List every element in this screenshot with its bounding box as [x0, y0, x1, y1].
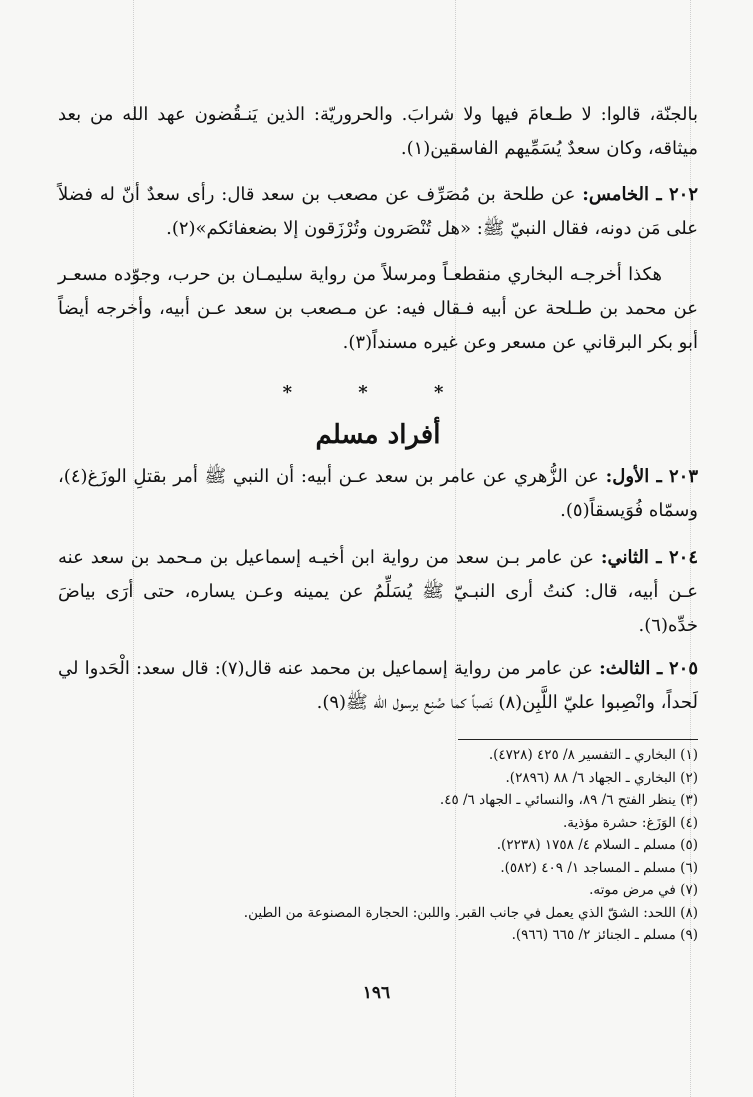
footnote: (١) البخاري ـ التفسير ٨/ ٤٢٥ (٤٧٢٨).	[488, 747, 698, 763]
hadith-text: عن طلحة بن مُصَرِّف عن مصعب بن سعد قال: رأى سعدٌ أنّ له فضلاً على مَن دونه، فقال النبيّ ﷺ: «هل تُنْصَرون وتُرْزَقون إلا بضعفائكم»(٢).	[58, 184, 698, 239]
hadith-202	[58, 178, 698, 246]
footnote: (٨) اللحد: الشقّ الذي يعمل في جانب القبر. واللبن: الحجارة المصنوعة من الطين.	[243, 904, 698, 921]
section-separator: * * *	[282, 382, 474, 403]
footnote: (٤) الوَزَغ: حشرة مؤذية.	[562, 814, 698, 831]
hadith-number: ٢٠٣ ـ الأول:	[605, 466, 698, 487]
footnote: (٧) في مرض موته.	[589, 882, 698, 898]
footnote: (٩) مسلم ـ الجنائز ٢/ ٦٦٥ (٩٦٦).	[511, 927, 698, 943]
hadith-number: ٢٠٢ ـ الخامس:	[582, 184, 698, 205]
commentary-paragraph	[58, 258, 698, 360]
footnote: (٢) البخاري ـ الجهاد ٦/ ٨٨ (٢٨٩٦).	[505, 769, 698, 786]
footnote-divider	[458, 739, 698, 740]
hadith-203	[58, 460, 698, 528]
hadith-text: عن الزُّهري عن عامر بن سعد عـن أبيه: أن النبي ﷺ أمر بقتلِ الوزَغ(٤)، وسمّاه فُوَيسقاً(٥).	[58, 466, 698, 521]
hadith-text: عن عامر من رواية إسماعيل بن محمد عنه قال(٧): قال سعد: الْحَدوا لي لَحداً، وانْصِبوا عليّ اللَّبِن(٨) نَصباً كما صُنِع برسول الله ﷺ(٩).	[58, 658, 698, 713]
hadith-204	[58, 541, 698, 643]
paragraph-text: بالجنّة، قالوا: لا طـعامَ فيها ولا شرابَ. والحروريّة: الذين يَنـقُضون عهد الله من بعد ميثاقه، وكان سعدٌ يُسَمِّيهم الفاسقين(١).	[58, 104, 698, 159]
footnote: (٥) مسلم ـ السلام ٤/ ١٧٥٨ (٢٢٣٨).	[496, 837, 698, 853]
hadith-number: ٢٠٤ ـ الثاني:	[600, 547, 698, 568]
page-number: ١٩٦	[362, 983, 391, 1003]
section-title: أفراد مسلم	[315, 420, 441, 450]
paragraph-text: هكذا أخرجـه البخاري منقطعـاً ومرسلاً من رواية سليمـان بن حرب، وجوّده مسعـر عن محمد بن طـلحة عن أبيه فـقال فيه: عن مـصعب بن سعد عـن أبيه، وأخرجه أيضاً أبو بكر البرقاني عن مسعر وعن غيره مسنداً(٣).	[58, 264, 698, 353]
footnote: (٦) مسلم ـ المساجد ١/ ٤٠٩ (٥٨٢).	[500, 859, 698, 876]
footnotes	[58, 744, 698, 947]
paragraph-continuation	[58, 98, 698, 166]
footnote: (٣) ينظر الفتح ٦/ ٨٩، والنسائي ـ الجهاد ٦/ ٤٥.	[439, 792, 698, 808]
hadith-text: عن عامر بـن سعد من رواية ابن أخيـه إسماعيل بن مـحمد بن سعد عنه عـن أبيه، قال: كنتُ أرى النبـيّ ﷺ يُسَلِّمُ عن يمينه وعـن يساره، حتى أرَى بياضَ خدِّه(٦).	[58, 547, 698, 636]
hadith-number: ٢٠٥ ـ الثالث:	[599, 658, 698, 679]
hadith-205	[58, 652, 698, 720]
